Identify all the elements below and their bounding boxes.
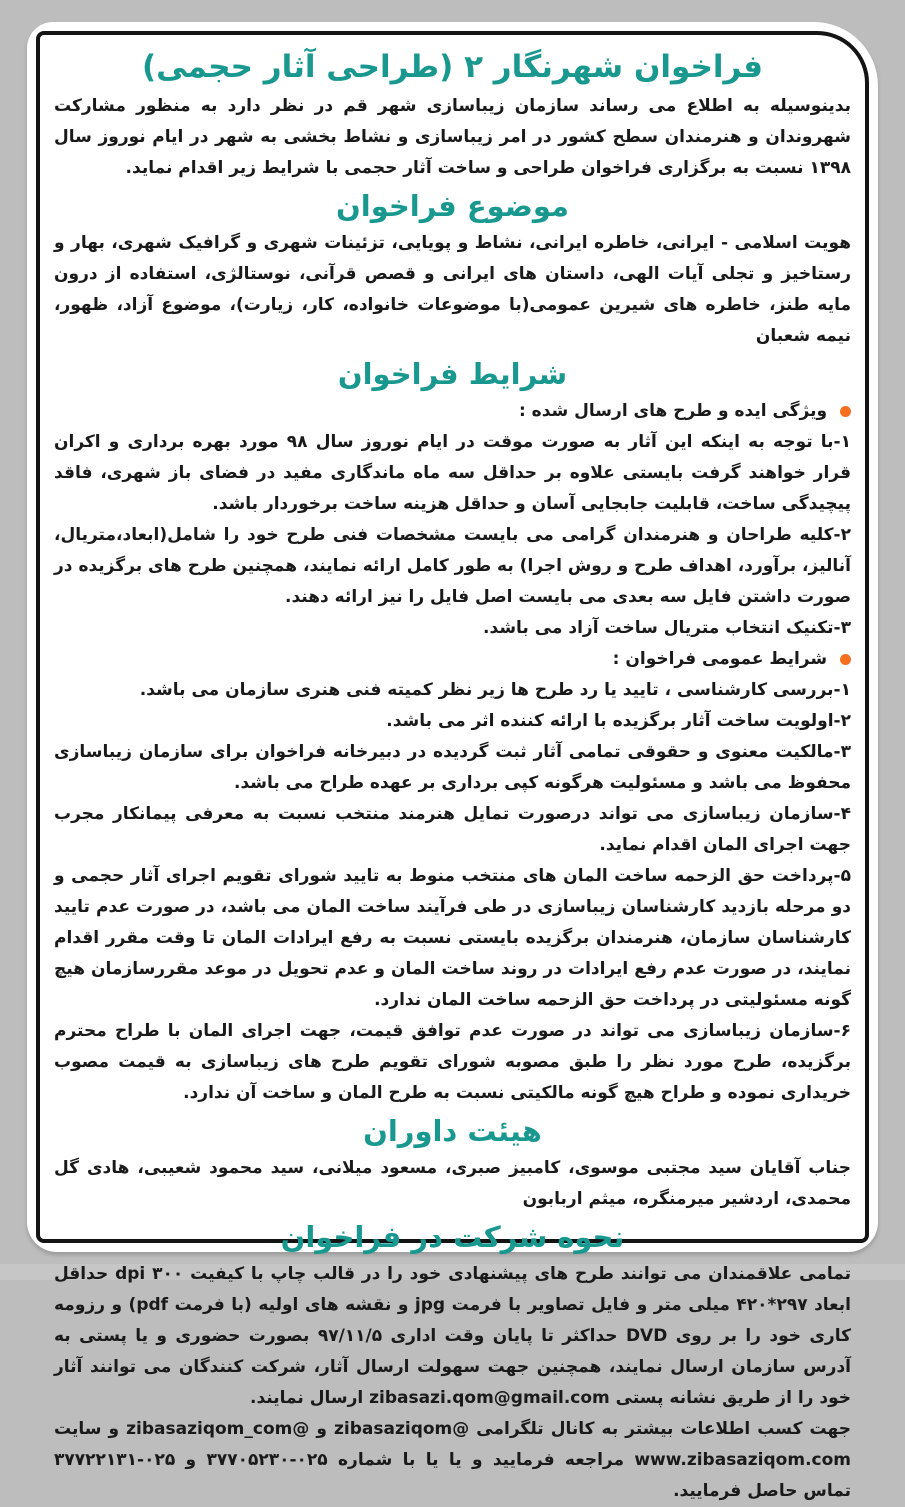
general-condition-item: ۴-سازمان زیباسازی می تواند درصورت تمایل هنرمند منتخب نسبت به معرفی پیمانکار مجرب جهت اجرای المان اقدام نماید. [54, 804, 851, 855]
idea-feature-item: ۲-کلیه طراحان و هنرمندان گرامی می بایست مشخصات فنی طرح خود را شامل(ابعاد،متریال، آنالیز، برآورد، اهداف طرح و روش اجرا) به طور کامل ارائه نمایند، همچنین طرح های برگزیده در صورت داشتن فایل سه بعدی می بایست اصل فایل را نیز ارائه دهند. [54, 525, 851, 607]
general-condition-item: ۶-سازمان زیباسازی می تواند در صورت عدم توافق قیمت، جهت اجرای المان با طراح محترم برگزیده، طرح مورد نظر را طبق مصوبه شورای تقویم طرح های زیباسازی به قیمت مصوب خریداری نموده و طراح هیچ گونه مالکیتی نسبت به طرح المان و ساخت آن ندارد. [54, 1021, 851, 1103]
general-condition-item: ۵-پرداخت حق الزحمه ساخت المان های منتخب منوط به تایید شورای تقویم اجرای آثار حجمی و دو مرحله بازدید کارشناسان زیباسازی در طی فرآیند ساخت المان می باشد، در صورت عدم تایید کارشناسان سازمان، هنرمندان برگزیده بایستی نسبت به رفع ایرادات المان تا وقت مقرر اقدام نمایند، در صورت عدم رفع ایرادات در روند ساخت المان و عدم تحویل در موعد مقررسازمان هیچ گونه مسئولیتی در پرداخت حق الزحمه ساخت المان ندارد. [54, 866, 851, 1010]
document-title: فراخوان شهرنگار ۲ (طراحی آثار حجمی) [141, 49, 764, 85]
general-condition-item: ۳-مالکیت معنوی و حقوقی تمامی آثار ثبت گردیده در دبیرخانه فراخوان برای سازمان زیباسازی محفوظ می باشد و مسئولیت هرگونه کپی برداری بر عهده طراح می باشد. [54, 742, 851, 793]
jury-names: جناب آقایان سید مجتبی موسوی، کامبیز صبری، مسعود میلانی، سید محمود شعیبی، هادی گل محمدی، اردشیر میرمنگره، میثم اربابون [54, 1158, 851, 1209]
orange-bullet-icon [840, 654, 851, 665]
intro-paragraph: بدینوسیله به اطلاع می رساند سازمان زیباسازی شهر قم در نظر دارد به منظور مشارکت شهروندان و هنرمندان سطح کشور در امر زیباسازی و نشاط بخشی به شهر در ایام نوروز سال ۱۳۹۸ نسبت به برگزاری فراخوان طراحی و ساخت آثار حجمی با شرایط زیر اقدام نماید. [54, 96, 851, 178]
contact-paragraph: جهت کسب اطلاعات بیشتر به کانال تلگرامی @zibasaziqom و @zibasaziqom_com و سایت www.zibasaziqom.com مراجعه فرمایید و یا یا با شماره ۰۲۵-۳۷۷۰۵۲۳۰ و ۰۲۵-۳۷۷۲۲۱۳۱ تماس حاصل فرمایید. [54, 1419, 851, 1501]
general-condition-item: ۱-بررسی کارشناسی ، تایید یا رد طرح ها زیر نظر کمیته فنی هنری سازمان می باشد. [139, 680, 851, 700]
general-condition-item: ۲-اولویت ساخت آثار برگزیده با ارائه کننده اثر می باشد. [386, 711, 851, 731]
subject-heading: موضوع فراخوان [336, 189, 569, 223]
participation-body: تمامی علاقمندان می توانند طرح های پیشنهادی خود را در قالب چاپ با کیفیت ۳۰۰ dpi حداقل ابعاد ۲۹۷*۴۲۰ میلی متر و فایل تصاویر با فرمت jpg و نقشه های اولیه (با فرمت pdf) و رزومه کاری خود را بر روی DVD حداکثر تا پایان وقت اداری ۹۷/۱۱/۵ بصورت حضوری و یا پستی به آدرس سازمان ارسال نمایند، همچنین جهت سهولت ارسال آثار، شرکت کنندگان می توانند آثار خود را از طریق نشانه پستی zibasazi.qom@gmail.com ارسال نمایند. [54, 1264, 852, 1408]
orange-bullet-icon [840, 406, 851, 417]
document-card [27, 22, 878, 1501]
idea-features-label-line [54, 396, 851, 427]
general-conditions-label: شرایط عمومی فراخوان : [612, 649, 828, 669]
subject-body: هویت اسلامی - ایرانی، خاطره ایرانی، نشاط و پویایی، تزئینات شهری و گرافیک شهری، بهار و رستاخیز و تجلی آیات الهی، داستان های ایرانی و قصص قرآنی، نوستالژی، استفاده از درون مایه طنز، خاطره های شیرین عمومی(با موضوعات خانواده، کار، زیارت)، موضوع آزاد، ظهور، نیمه شعبان [54, 233, 851, 346]
general-conditions-label-line [54, 644, 851, 675]
jury-heading: هیئت داوران [363, 1114, 542, 1148]
participation-heading: نحوه شرکت در فراخوان [280, 1220, 625, 1254]
idea-features-label: ویژگی ایده و طرح های ارسال شده : [518, 401, 828, 421]
idea-feature-item: ۱-با توجه به اینکه این آثار به صورت موقت در ایام نوروز سال ۹۸ مورد بهره برداری و اکران قرار خواهند گرفت بایستی علاوه بر حداقل سه ماه ماندگاری مفید در فضای باز شهری، فاقد پیچیدگی ساخت، قابلیت جابجایی آسان و حداقل هزینه ساخت برخوردار باشد. [54, 432, 851, 514]
conditions-heading: شرایط فراخوان [337, 357, 568, 391]
idea-feature-item: ۳-تکنیک انتخاب متریال ساخت آزاد می باشد. [483, 618, 851, 638]
document-frame [36, 31, 869, 1501]
